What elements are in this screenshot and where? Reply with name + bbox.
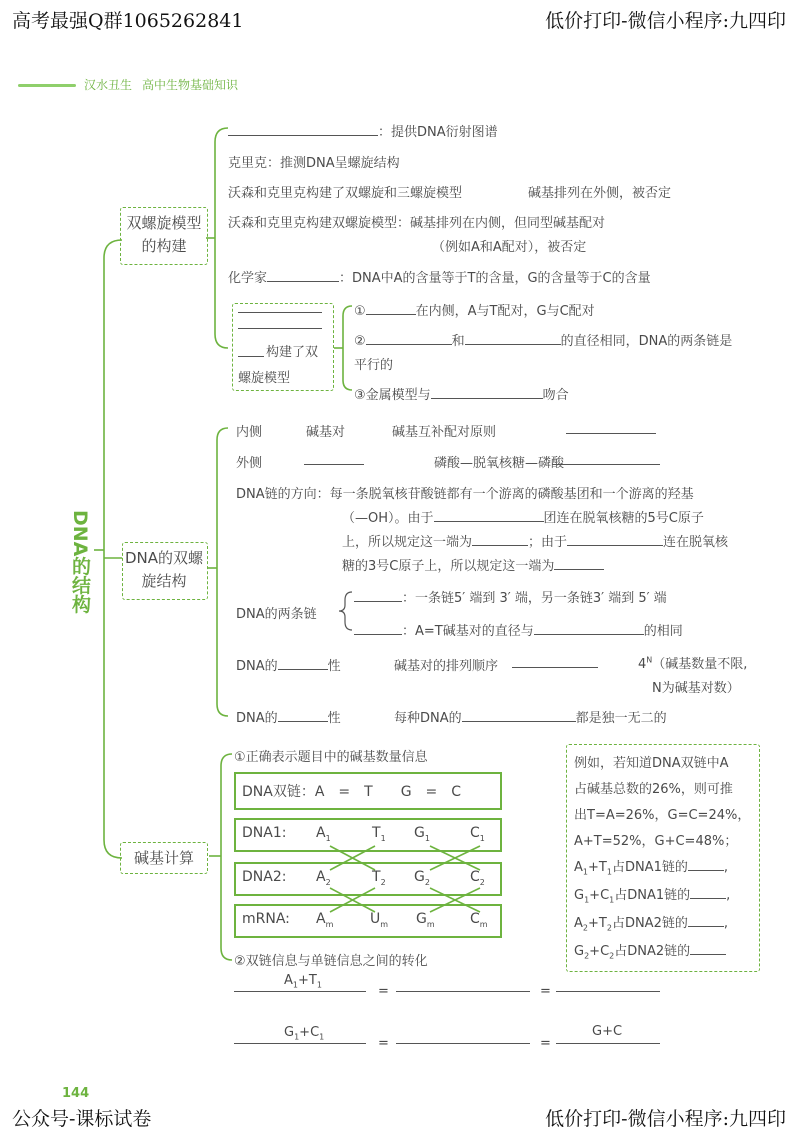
- blank[interactable]: [228, 121, 378, 136]
- s2-outer-c: 磷酸—脱氧核糖—磷酸: [434, 456, 565, 471]
- example-line-3: 出T=A=26%，G=C=24%，: [574, 808, 751, 823]
- blank[interactable]: [267, 267, 339, 282]
- mrna-a: $A_m$: [316, 911, 334, 929]
- eq2-line-2[interactable]: [396, 1043, 530, 1044]
- blank[interactable]: [462, 707, 576, 722]
- page-number: 144: [62, 1086, 90, 1101]
- s2-dir2: （—OH）。由于 团连在脱氧核糖的5号C原子: [342, 507, 704, 526]
- blank[interactable]: [278, 655, 328, 670]
- blank[interactable]: [354, 620, 402, 635]
- s2-div-d: $4^N$（碱基数量不限,: [638, 655, 748, 672]
- dna2-a: $A_2$: [316, 869, 331, 887]
- s1-line1: ：提供DNA衍射图谱: [228, 121, 498, 140]
- example-line-7: $A_2+T_2$占DNA2链的 ,: [574, 912, 728, 933]
- blank[interactable]: [690, 884, 726, 899]
- s2-div-c: 碱基对的排列顺序: [394, 659, 499, 674]
- blank[interactable]: [554, 555, 604, 570]
- eq3-top: G+C: [592, 1024, 623, 1039]
- eq2-top: $G_1+C_1$: [284, 1025, 325, 1042]
- eq1-sign-1: =: [378, 984, 389, 999]
- blank[interactable]: [366, 300, 416, 315]
- s2-div-e: N为碱基对数）: [652, 681, 740, 696]
- blank[interactable]: [354, 587, 402, 602]
- blank[interactable]: [472, 531, 528, 546]
- s1-line4a: 沃森和克里克构建双螺旋模型：碱基排列在内侧，但同型碱基配对: [228, 216, 606, 231]
- s2-outer-a: 外侧: [236, 456, 263, 471]
- eq1-line-1[interactable]: [234, 991, 366, 992]
- s2-dir4: 糖的3号C原子上，所以规定这一端为: [342, 555, 604, 574]
- book-author: 汉水丑生: [84, 78, 133, 92]
- sub-model-label: 构建了双螺旋模型: [238, 345, 319, 386]
- dna1-label: DNA1:: [242, 825, 287, 841]
- s1-item2: ② 和 的直径相同，DNA的两条链是: [354, 330, 732, 349]
- footer-left: 公众号-课标试卷: [12, 1108, 152, 1130]
- eq1-sign-2: =: [540, 984, 551, 999]
- blank[interactable]: [690, 940, 726, 955]
- s2-inner-c: 碱基互补配对原则: [392, 425, 497, 440]
- s2-inner-blank[interactable]: [566, 433, 656, 434]
- dna1-t: $T_1$: [372, 825, 386, 843]
- s1-item2d: 平行的: [354, 358, 394, 373]
- header-left: 高考最强Q群1065262841: [12, 10, 244, 32]
- mrna-u: $U_m$: [370, 911, 389, 929]
- s2-spec-c: 每种DNA的 都是独一无二的: [394, 707, 667, 726]
- s1-line4b: （例如A和A配对），被否定: [432, 240, 587, 255]
- main-title: DNA的结构: [69, 510, 91, 614]
- dna1-c: $C_1$: [470, 825, 485, 843]
- blank[interactable]: [534, 620, 644, 635]
- section-base-calc-label: 碱基计算: [133, 849, 194, 867]
- s2-inner-a: 内侧: [236, 425, 263, 440]
- blank[interactable]: [366, 330, 452, 345]
- s2-outer-blank-2[interactable]: [552, 464, 660, 465]
- section-double-helix-structure-label: DNA的双螺旋结构: [124, 549, 204, 590]
- sub-model-blank-2[interactable]: [238, 328, 322, 329]
- s2-inner-b: 碱基对: [306, 425, 346, 440]
- s2-diversity: DNA的 性: [236, 655, 341, 674]
- eq2-sign-2: =: [540, 1036, 551, 1051]
- mrna-c: $C_m$: [470, 911, 488, 929]
- eq2-line-3[interactable]: [556, 1043, 660, 1044]
- blank[interactable]: [688, 856, 724, 871]
- dna2-t: $T_2$: [372, 869, 386, 887]
- section-double-helix-model-label: 双螺旋模型的构建: [126, 214, 202, 255]
- s2-two-chains: DNA的两条链: [236, 607, 317, 622]
- footer-right: 低价打印-微信小程序:九四印: [545, 1108, 786, 1130]
- blank[interactable]: [434, 507, 544, 522]
- s3-step1: ①正确表示题目中的碱基数量信息: [234, 750, 428, 765]
- s3-step2: ②双链信息与单链信息之间的转化: [234, 954, 428, 969]
- mrna-label: mRNA:: [242, 911, 290, 927]
- dna-double-text: DNA双链：A = T G = C: [242, 784, 462, 800]
- dna1-a: $A_1$: [316, 825, 331, 843]
- header-right: 低价打印-微信小程序:九四印: [545, 10, 786, 32]
- s1-line2: 克里克：推测DNA呈螺旋结构: [228, 156, 400, 171]
- example-line-4: A+T=52%，G+C=48%；: [574, 834, 738, 849]
- example-line-2: 占碱基总数的26%，则可推: [574, 782, 733, 797]
- blank[interactable]: [431, 384, 543, 399]
- eq1-line-3[interactable]: [556, 991, 660, 992]
- s2-chain1: ：一条链5′ 端到 3′ 端，另一条链3′ 端到 5′ 端: [354, 587, 667, 606]
- s1-line3b: 碱基排列在外侧，被否定: [528, 186, 672, 201]
- eq1-top: $A_1+T_1$: [284, 973, 322, 990]
- book-title: 高中生物基础知识: [142, 78, 239, 92]
- s2-chain2: ：A=T碱基对的直径与 的相同: [354, 620, 683, 639]
- s1-line3a: 沃森和克里克构建了双螺旋和三螺旋模型: [228, 186, 463, 201]
- s2-div-blank[interactable]: [512, 667, 598, 668]
- sub-model-blank-1[interactable]: [238, 312, 322, 313]
- s2-outer-blank-1[interactable]: [304, 464, 364, 465]
- mrna-g: $G_m$: [416, 911, 435, 929]
- s2-dir3: 上，所以规定这一端为 ；由于 连在脱氧核: [342, 531, 728, 550]
- blank[interactable]: [567, 531, 663, 546]
- example-line-1: 例如，若知道DNA双链中A: [574, 756, 729, 771]
- s1-line5: 化学家 ：DNA中A的含量等于T的含量，G的含量等于C的含量: [228, 267, 651, 286]
- s1-item3: ③金属模型与 吻合: [354, 384, 569, 403]
- s2-dir1: DNA链的方向：每一条脱氧核苷酸链都有一个游离的磷酸基团和一个游离的羟基: [236, 487, 694, 502]
- blank[interactable]: [465, 330, 561, 345]
- blank[interactable]: [688, 912, 724, 927]
- dna2-c: $C_2$: [470, 869, 485, 887]
- s1-item1: ① 在内侧，A与T配对，G与C配对: [354, 300, 595, 319]
- example-line-6: $G_1+C_1$占DNA1链的 ,: [574, 884, 730, 905]
- eq1-line-2[interactable]: [396, 991, 530, 992]
- eq2-line-1[interactable]: [234, 1043, 366, 1044]
- example-line-5: $A_1+T_1$占DNA1链的 ,: [574, 856, 728, 877]
- eq2-sign-1: =: [378, 1036, 389, 1051]
- blank[interactable]: [278, 707, 328, 722]
- dna1-g: $G_1$: [414, 825, 430, 843]
- dna2-g: $G_2$: [414, 869, 430, 887]
- dna2-label: DNA2:: [242, 869, 287, 885]
- s2-specificity: DNA的 性: [236, 707, 341, 726]
- example-line-8: $G_2+C_2$占DNA2链的: [574, 940, 726, 961]
